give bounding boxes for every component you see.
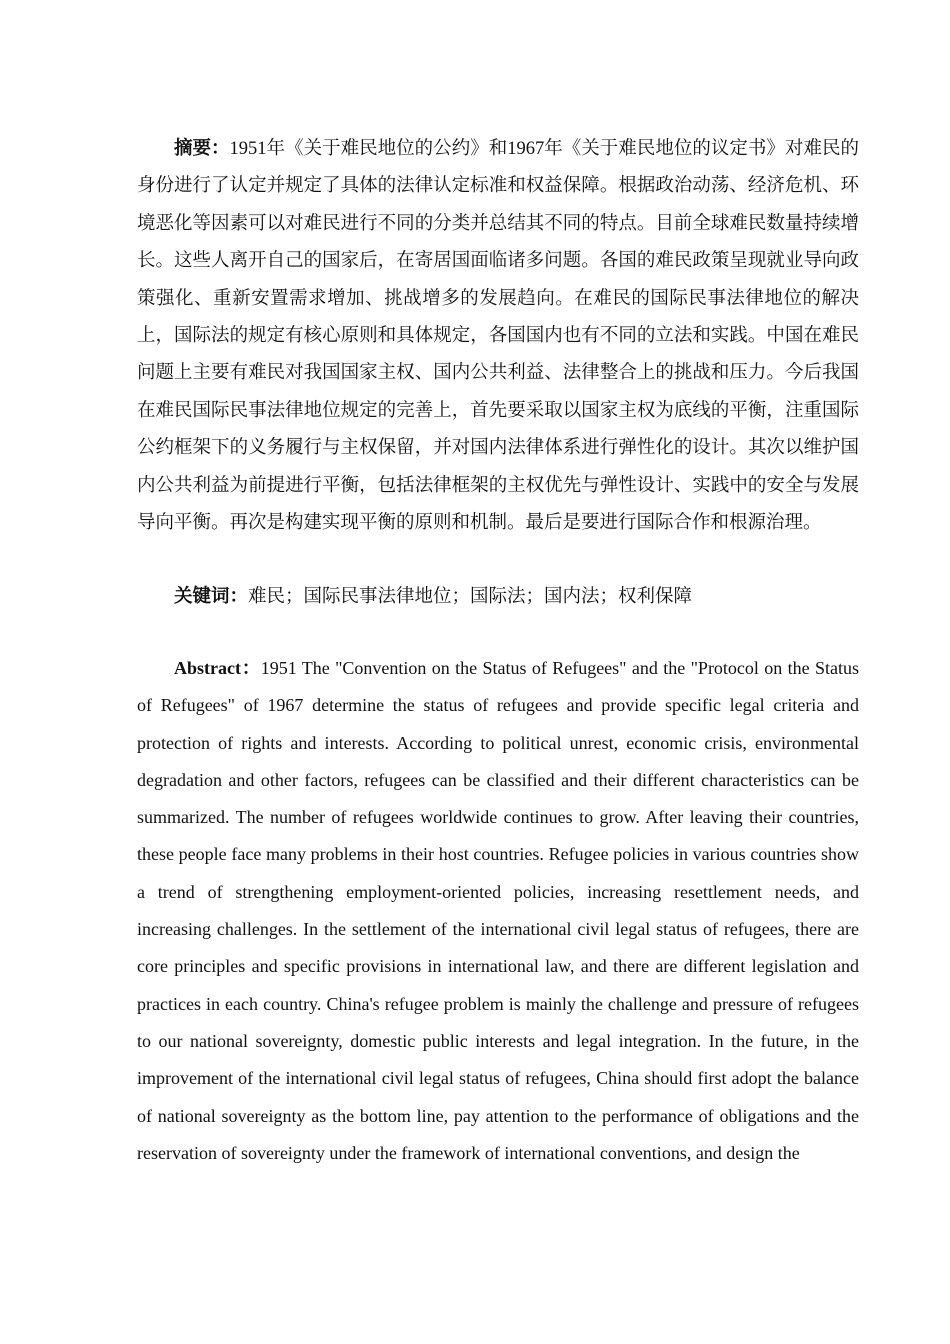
chinese-abstract-text: 1951年《关于难民地位的公约》和1967年《关于难民地位的议定书》对难民的身份进行了认定并规定了具体的法律认定标准和权益保障。根据政治动荡、经济危机、环境恶化等因素可以对难民进行不同的分类并总结其不同的特点。目前全球难民数量持续增长。这些人离开自己的国家后，在寄居国面临诸多问题。各国的难民政策呈现就业导向政策强化、重新安置需求增加、挑战增多的发展趋向。在难民的国际民事法律地位的解决上，国际法的规定有核心原则和具体规定，各国国内也有不同的立法和实践。中国在难民问题上主要有难民对我国国家主权、国内公共利益、法律整合上的挑战和压力。今后我国在难民国际民事法律地位规定的完善上，首先要采取以国家主权为底线的平衡，注重国际公约框架下的义务履行与主权保留，并对国内法律体系进行弹性化的设计。其次以维护国内公共利益为前提进行平衡，包括法律框架的主权优先与弹性设计、实践中的安全与发展导向平衡。再次是构建实现平衡的原则和机制。最后是要进行国际合作和根源治理。 xyxy=(137,139,859,534)
english-abstract-label: Abstract： xyxy=(174,658,261,678)
chinese-keywords-text: 难民；国际民事法律地位；国际法；国内法；权利保障 xyxy=(248,587,693,607)
chinese-abstract-label: 摘要： xyxy=(174,139,230,159)
english-abstract-paragraph xyxy=(137,650,859,1172)
chinese-keywords-paragraph xyxy=(137,579,859,616)
chinese-keywords-label: 关键词： xyxy=(174,587,249,607)
english-abstract-text: 1951 The "Convention on the Status of Refugees" and the "Protocol on the Status of Refugees" of 1967 determine the status of refugees and provide specific legal criteria and protection of rights and interests. According to political unrest, economic crisis, environmental degradation and other factors, refugees can be classified and their different characteristics can be summarized. The number of refugees worldwide continues to grow. After leaving their countries, these people face many problems in their host countries. Refugee policies in various countries show a trend of strengthening employment-oriented policies, increasing resettlement needs, and increasing challenges. In the settlement of the international civil legal status of refugees, there are core principles and specific provisions in international law, and there are different legislation and practices in each country. China's refugee problem is mainly the challenge and pressure of refugees to our national sovereignty, domestic public interests and legal integration. In the future, in the improvement of the international civil legal status of refugees, China should first adopt the balance of national sovereignty as the bottom line, pay attention to the performance of obligations and the reservation of sovereignty under the framework of international conventions, and design the xyxy=(137,658,859,1163)
chinese-abstract-paragraph xyxy=(137,131,859,542)
